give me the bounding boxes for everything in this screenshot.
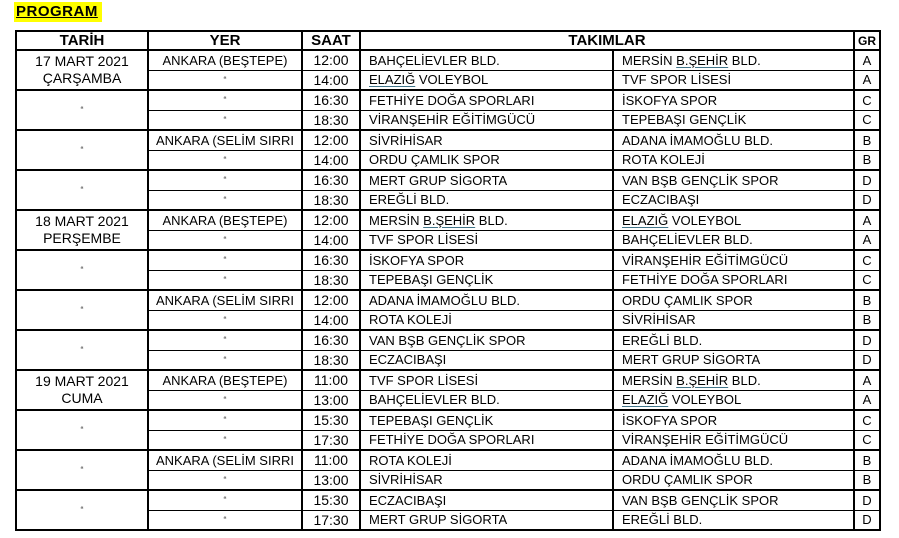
column-header-saat: SAAT	[302, 31, 360, 50]
match-row	[16, 50, 880, 70]
home-team-cell: BAHÇELİEVLER BLD.	[360, 390, 613, 410]
home-team-cell: SİVRİHİSAR	[360, 130, 613, 150]
venue-cell: “	[148, 110, 302, 130]
time-cell: 17:30	[302, 430, 360, 450]
group-cell: A	[854, 370, 880, 390]
venue-cell: “	[148, 430, 302, 450]
venue-cell: “	[148, 70, 302, 90]
venue-cell: “	[148, 310, 302, 330]
venue-cell: “	[148, 510, 302, 530]
venue-cell: “	[148, 90, 302, 110]
away-team-cell: TEPEBAŞI GENÇLİK	[613, 110, 854, 130]
away-team-cell: ORDU ÇAMLIK SPOR	[613, 470, 854, 490]
date-cell: “	[16, 410, 148, 450]
column-header-tarih: TARİH	[16, 31, 148, 50]
home-team-cell: ORDU ÇAMLIK SPOR	[360, 150, 613, 170]
date-line: 17 MART 2021	[35, 53, 129, 69]
home-team-cell: MERT GRUP SİGORTA	[360, 170, 613, 190]
away-team-cell: İSKOFYA SPOR	[613, 410, 854, 430]
time-cell: 18:30	[302, 350, 360, 370]
match-row	[16, 290, 880, 310]
home-team-cell: FETHİYE DOĞA SPORLARI	[360, 90, 613, 110]
group-cell: A	[854, 70, 880, 90]
time-cell: 14:00	[302, 230, 360, 250]
venue-cell: ANKARA (SELİM SIRRI	[148, 450, 302, 470]
away-team-cell: EREĞLİ BLD.	[613, 330, 854, 350]
column-header-takimlar: TAKIMLAR	[360, 31, 854, 50]
group-cell: D	[854, 510, 880, 530]
home-team-cell: VAN BŞB GENÇLİK SPOR	[360, 330, 613, 350]
group-cell: D	[854, 190, 880, 210]
match-row	[16, 330, 880, 350]
home-team-cell: BAHÇELİEVLER BLD.	[360, 50, 613, 70]
home-team-cell: FETHİYE DOĞA SPORLARI	[360, 430, 613, 450]
away-team-cell: ELAZIĞ VOLEYBOL	[613, 210, 854, 230]
away-team-cell: SİVRİHİSAR	[613, 310, 854, 330]
time-cell: 16:30	[302, 90, 360, 110]
away-team-cell: MERT GRUP SİGORTA	[613, 350, 854, 370]
venue-cell: “	[148, 170, 302, 190]
venue-cell: “	[148, 350, 302, 370]
home-team-cell: ECZACIBAŞI	[360, 350, 613, 370]
group-cell: B	[854, 290, 880, 310]
home-team-cell: İSKOFYA SPOR	[360, 250, 613, 270]
group-cell: A	[854, 50, 880, 70]
away-team-cell: MERSİN B.ŞEHİR BLD.	[613, 370, 854, 390]
time-cell: 13:00	[302, 390, 360, 410]
date-line: CUMA	[61, 390, 103, 406]
group-cell: C	[854, 270, 880, 290]
time-cell: 16:30	[302, 330, 360, 350]
away-team-cell: ECZACIBAŞI	[613, 190, 854, 210]
underlined-word: ELAZIĞ	[622, 392, 669, 408]
away-team-cell: TVF SPOR LİSESİ	[613, 70, 854, 90]
away-team-cell: ELAZIĞ VOLEYBOL	[613, 390, 854, 410]
time-cell: 16:30	[302, 250, 360, 270]
date-cell	[16, 210, 148, 250]
away-team-cell: FETHİYE DOĞA SPORLARI	[613, 270, 854, 290]
time-cell: 12:00	[302, 130, 360, 150]
away-team-cell: VAN BŞB GENÇLİK SPOR	[613, 170, 854, 190]
venue-cell: “	[148, 270, 302, 290]
match-row	[16, 130, 880, 150]
time-cell: 12:00	[302, 50, 360, 70]
home-team-cell: VİRANŞEHİR EĞİTİMGÜCÜ	[360, 110, 613, 130]
group-cell: B	[854, 130, 880, 150]
venue-cell: “	[148, 230, 302, 250]
group-cell: D	[854, 170, 880, 190]
away-team-cell: VİRANŞEHİR EĞİTİMGÜCÜ	[613, 250, 854, 270]
underlined-word: B.ŞEHİR	[423, 212, 476, 228]
venue-cell: ANKARA (BEŞTEPE)	[148, 50, 302, 70]
home-team-cell: TEPEBAŞI GENÇLİK	[360, 410, 613, 430]
date-cell: “	[16, 170, 148, 210]
match-row	[16, 90, 880, 110]
away-team-cell: ADANA İMAMOĞLU BLD.	[613, 450, 854, 470]
venue-cell: “	[148, 470, 302, 490]
venue-cell: “	[148, 190, 302, 210]
column-header-yer: YER	[148, 31, 302, 50]
venue-cell: “	[148, 330, 302, 350]
time-cell: 14:00	[302, 150, 360, 170]
venue-cell: “	[148, 490, 302, 510]
home-team-cell: EREĞLİ BLD.	[360, 190, 613, 210]
away-team-cell: EREĞLİ BLD.	[613, 510, 854, 530]
header-row	[16, 31, 880, 50]
time-cell: 18:30	[302, 190, 360, 210]
group-cell: A	[854, 210, 880, 230]
date-cell	[16, 50, 148, 90]
venue-cell: ANKARA (SELİM SIRRI	[148, 130, 302, 150]
time-cell: 17:30	[302, 510, 360, 530]
group-cell: C	[854, 410, 880, 430]
away-team-cell: İSKOFYA SPOR	[613, 90, 854, 110]
underlined-word: B.ŞEHİR	[676, 372, 729, 388]
date-cell: “	[16, 90, 148, 130]
underlined-word: ELAZIĞ	[369, 72, 416, 88]
match-row	[16, 490, 880, 510]
home-team-cell: TEPEBAŞI GENÇLİK	[360, 270, 613, 290]
time-cell: 11:00	[302, 370, 360, 390]
match-row	[16, 170, 880, 190]
away-team-cell: ROTA KOLEJİ	[613, 150, 854, 170]
group-cell: C	[854, 110, 880, 130]
home-team-cell: ELAZIĞ VOLEYBOL	[360, 70, 613, 90]
date-cell: “	[16, 450, 148, 490]
group-cell: A	[854, 230, 880, 250]
home-team-cell: ROTA KOLEJİ	[360, 450, 613, 470]
venue-cell: ANKARA (BEŞTEPE)	[148, 370, 302, 390]
venue-cell: ANKARA (BEŞTEPE)	[148, 210, 302, 230]
home-team-cell: TVF SPOR LİSESİ	[360, 370, 613, 390]
date-cell: “	[16, 490, 148, 530]
venue-cell: “	[148, 390, 302, 410]
program-schedule-table	[15, 30, 881, 531]
group-cell: C	[854, 430, 880, 450]
away-team-cell: VAN BŞB GENÇLİK SPOR	[613, 490, 854, 510]
group-cell: B	[854, 310, 880, 330]
group-cell: B	[854, 150, 880, 170]
group-cell: D	[854, 490, 880, 510]
match-row	[16, 210, 880, 230]
venue-cell: “	[148, 250, 302, 270]
home-team-cell: SİVRİHİSAR	[360, 470, 613, 490]
away-team-cell: VİRANŞEHİR EĞİTİMGÜCÜ	[613, 430, 854, 450]
group-cell: D	[854, 350, 880, 370]
match-row	[16, 410, 880, 430]
venue-cell: “	[148, 410, 302, 430]
venue-cell: “	[148, 150, 302, 170]
date-line: 19 MART 2021	[35, 373, 129, 389]
date-line: PERŞEMBE	[43, 230, 121, 246]
date-cell	[16, 370, 148, 410]
date-cell: “	[16, 130, 148, 170]
group-cell: C	[854, 90, 880, 110]
time-cell: 18:30	[302, 270, 360, 290]
group-cell: C	[854, 250, 880, 270]
home-team-cell: TVF SPOR LİSESİ	[360, 230, 613, 250]
time-cell: 14:00	[302, 310, 360, 330]
time-cell: 12:00	[302, 290, 360, 310]
underlined-word: B.ŞEHİR	[676, 52, 729, 68]
home-team-cell: ADANA İMAMOĞLU BLD.	[360, 290, 613, 310]
match-row	[16, 370, 880, 390]
date-cell: “	[16, 250, 148, 290]
home-team-cell: ROTA KOLEJİ	[360, 310, 613, 330]
underlined-word: ELAZIĞ	[622, 212, 669, 228]
time-cell: 13:00	[302, 470, 360, 490]
date-cell: “	[16, 330, 148, 370]
date-cell: “	[16, 290, 148, 330]
match-row	[16, 250, 880, 270]
away-team-cell: MERSİN B.ŞEHİR BLD.	[613, 50, 854, 70]
group-cell: D	[854, 330, 880, 350]
time-cell: 12:00	[302, 210, 360, 230]
page-title: PROGRAM	[14, 2, 102, 22]
time-cell: 16:30	[302, 170, 360, 190]
time-cell: 11:00	[302, 450, 360, 470]
group-cell: B	[854, 450, 880, 470]
away-team-cell: ORDU ÇAMLIK SPOR	[613, 290, 854, 310]
date-line: 18 MART 2021	[35, 213, 129, 229]
home-team-cell: ECZACIBAŞI	[360, 490, 613, 510]
time-cell: 18:30	[302, 110, 360, 130]
group-cell: B	[854, 470, 880, 490]
venue-cell: ANKARA (SELİM SIRRI	[148, 290, 302, 310]
match-row	[16, 450, 880, 470]
away-team-cell: BAHÇELİEVLER BLD.	[613, 230, 854, 250]
away-team-cell: ADANA İMAMOĞLU BLD.	[613, 130, 854, 150]
column-header-gr: GR	[854, 31, 880, 50]
time-cell: 15:30	[302, 410, 360, 430]
home-team-cell: MERT GRUP SİGORTA	[360, 510, 613, 530]
time-cell: 15:30	[302, 490, 360, 510]
date-line: ÇARŞAMBA	[42, 70, 122, 86]
group-cell: A	[854, 390, 880, 410]
home-team-cell: MERSİN B.ŞEHİR BLD.	[360, 210, 613, 230]
time-cell: 14:00	[302, 70, 360, 90]
